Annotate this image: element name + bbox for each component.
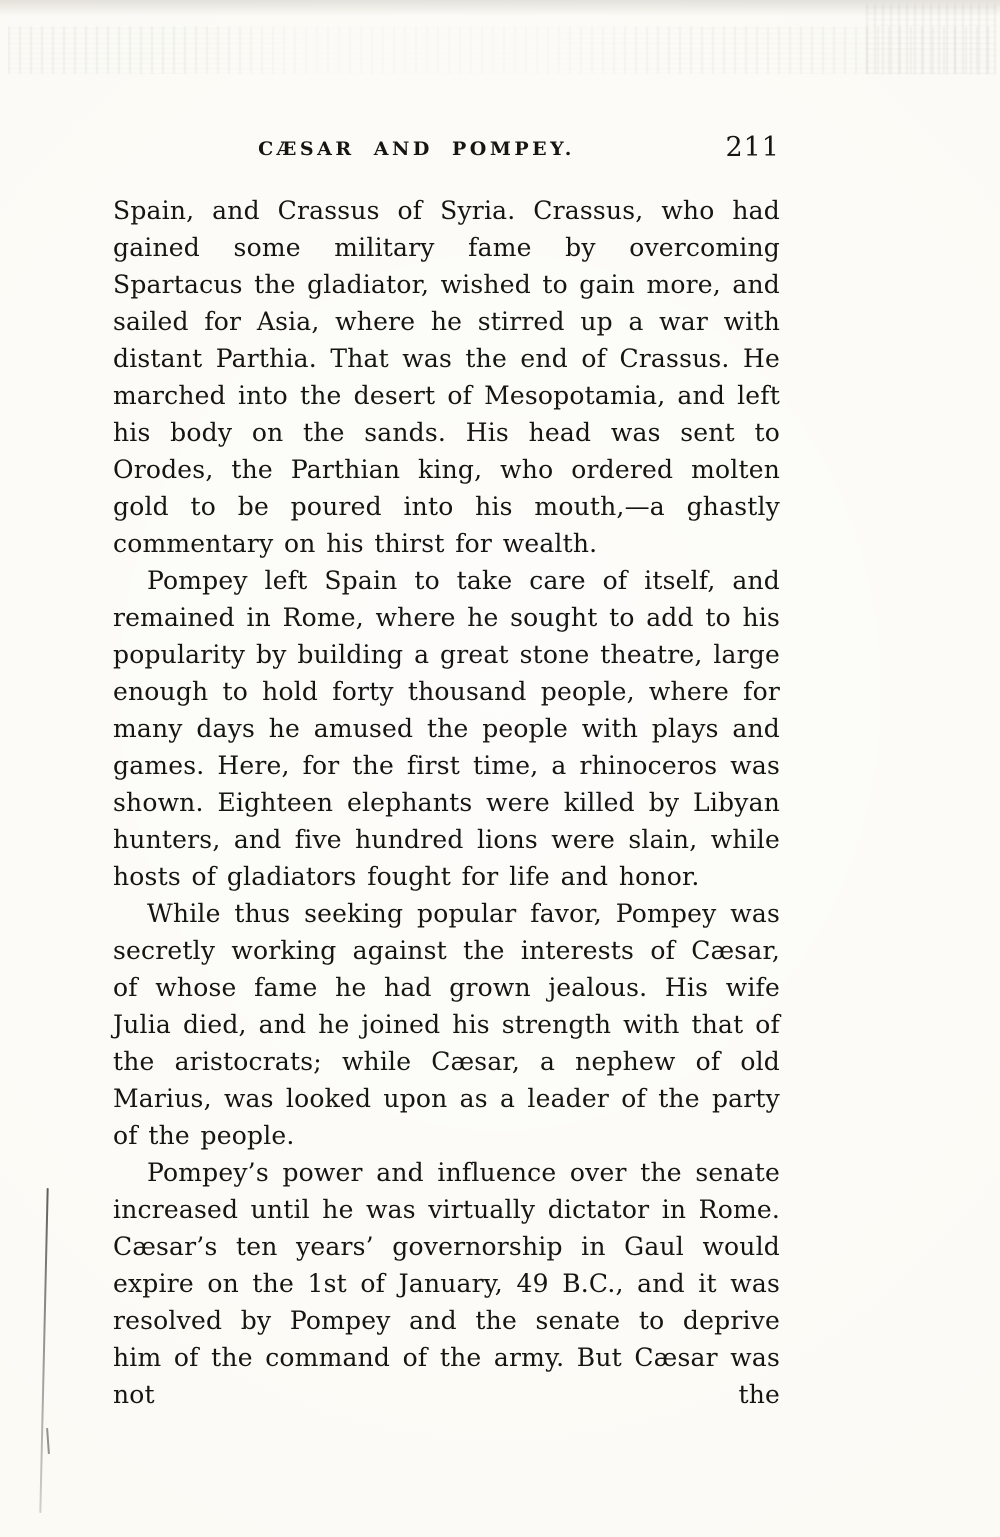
scan-edge-artifact — [0, 0, 1000, 16]
paragraph-continuation: Spain, and Crassus of Syria. Crassus, who had gained some military fame by overcoming Spartacus the gladiator, wished to gain more, and sailed for Asia, where he stirred up a war with distant Parthia. That was the end of Crassus. He marched into the desert of Mesopotamia, and left his body on the sands. His head was sent to Orodes, the Parthian king, who ordered molten gold to be poured into his mouth,—a ghastly commentary on his thirst for wealth. — [113, 196, 780, 558]
body-text — [113, 192, 780, 1413]
scan-noise-artifact — [8, 26, 992, 74]
page-header — [113, 132, 780, 174]
page-number: 211 — [725, 132, 780, 163]
paragraph: Pompey left Spain to take care of itself, and remained in Rome, where he sought to add to his popularity by building a great stone theatre, large enough to hold forty thousand people, where for many days he amused the people with plays and games. Here, for the first time, a rhinoceros was shown. Eighteen elephants were killed by Libyan hunters, and five hundred lions were slain, while hosts of gladiators fought for life and honor. — [113, 566, 780, 891]
paragraph: Pompey’s power and influence over the senate increased until he was virtually dictator in Rome. Cæsar’s ten years’ governorship in Gaul would expire on the 1st of January, 49 B.C., and it was resolved by Pompey and the senate to deprive him of the command of the army. But Cæsar was not the — [113, 1158, 780, 1409]
paragraph: While thus seeking popular favor, Pompey was secretly working against the interests of Cæsar, of whose fame he had grown jealous. His wife Julia died, and he joined his strength with that of the aristocrats; while Cæsar, a nephew of old Marius, was looked upon as a leader of the party of the people. — [113, 899, 780, 1150]
scan-noise-corner-artifact — [866, 4, 996, 74]
text-column — [113, 132, 780, 1413]
scan-line-artifact — [39, 1188, 48, 1513]
running-header-title: CÆSAR AND POMPEY. — [258, 138, 575, 160]
scan-mark-artifact — [46, 1428, 50, 1454]
